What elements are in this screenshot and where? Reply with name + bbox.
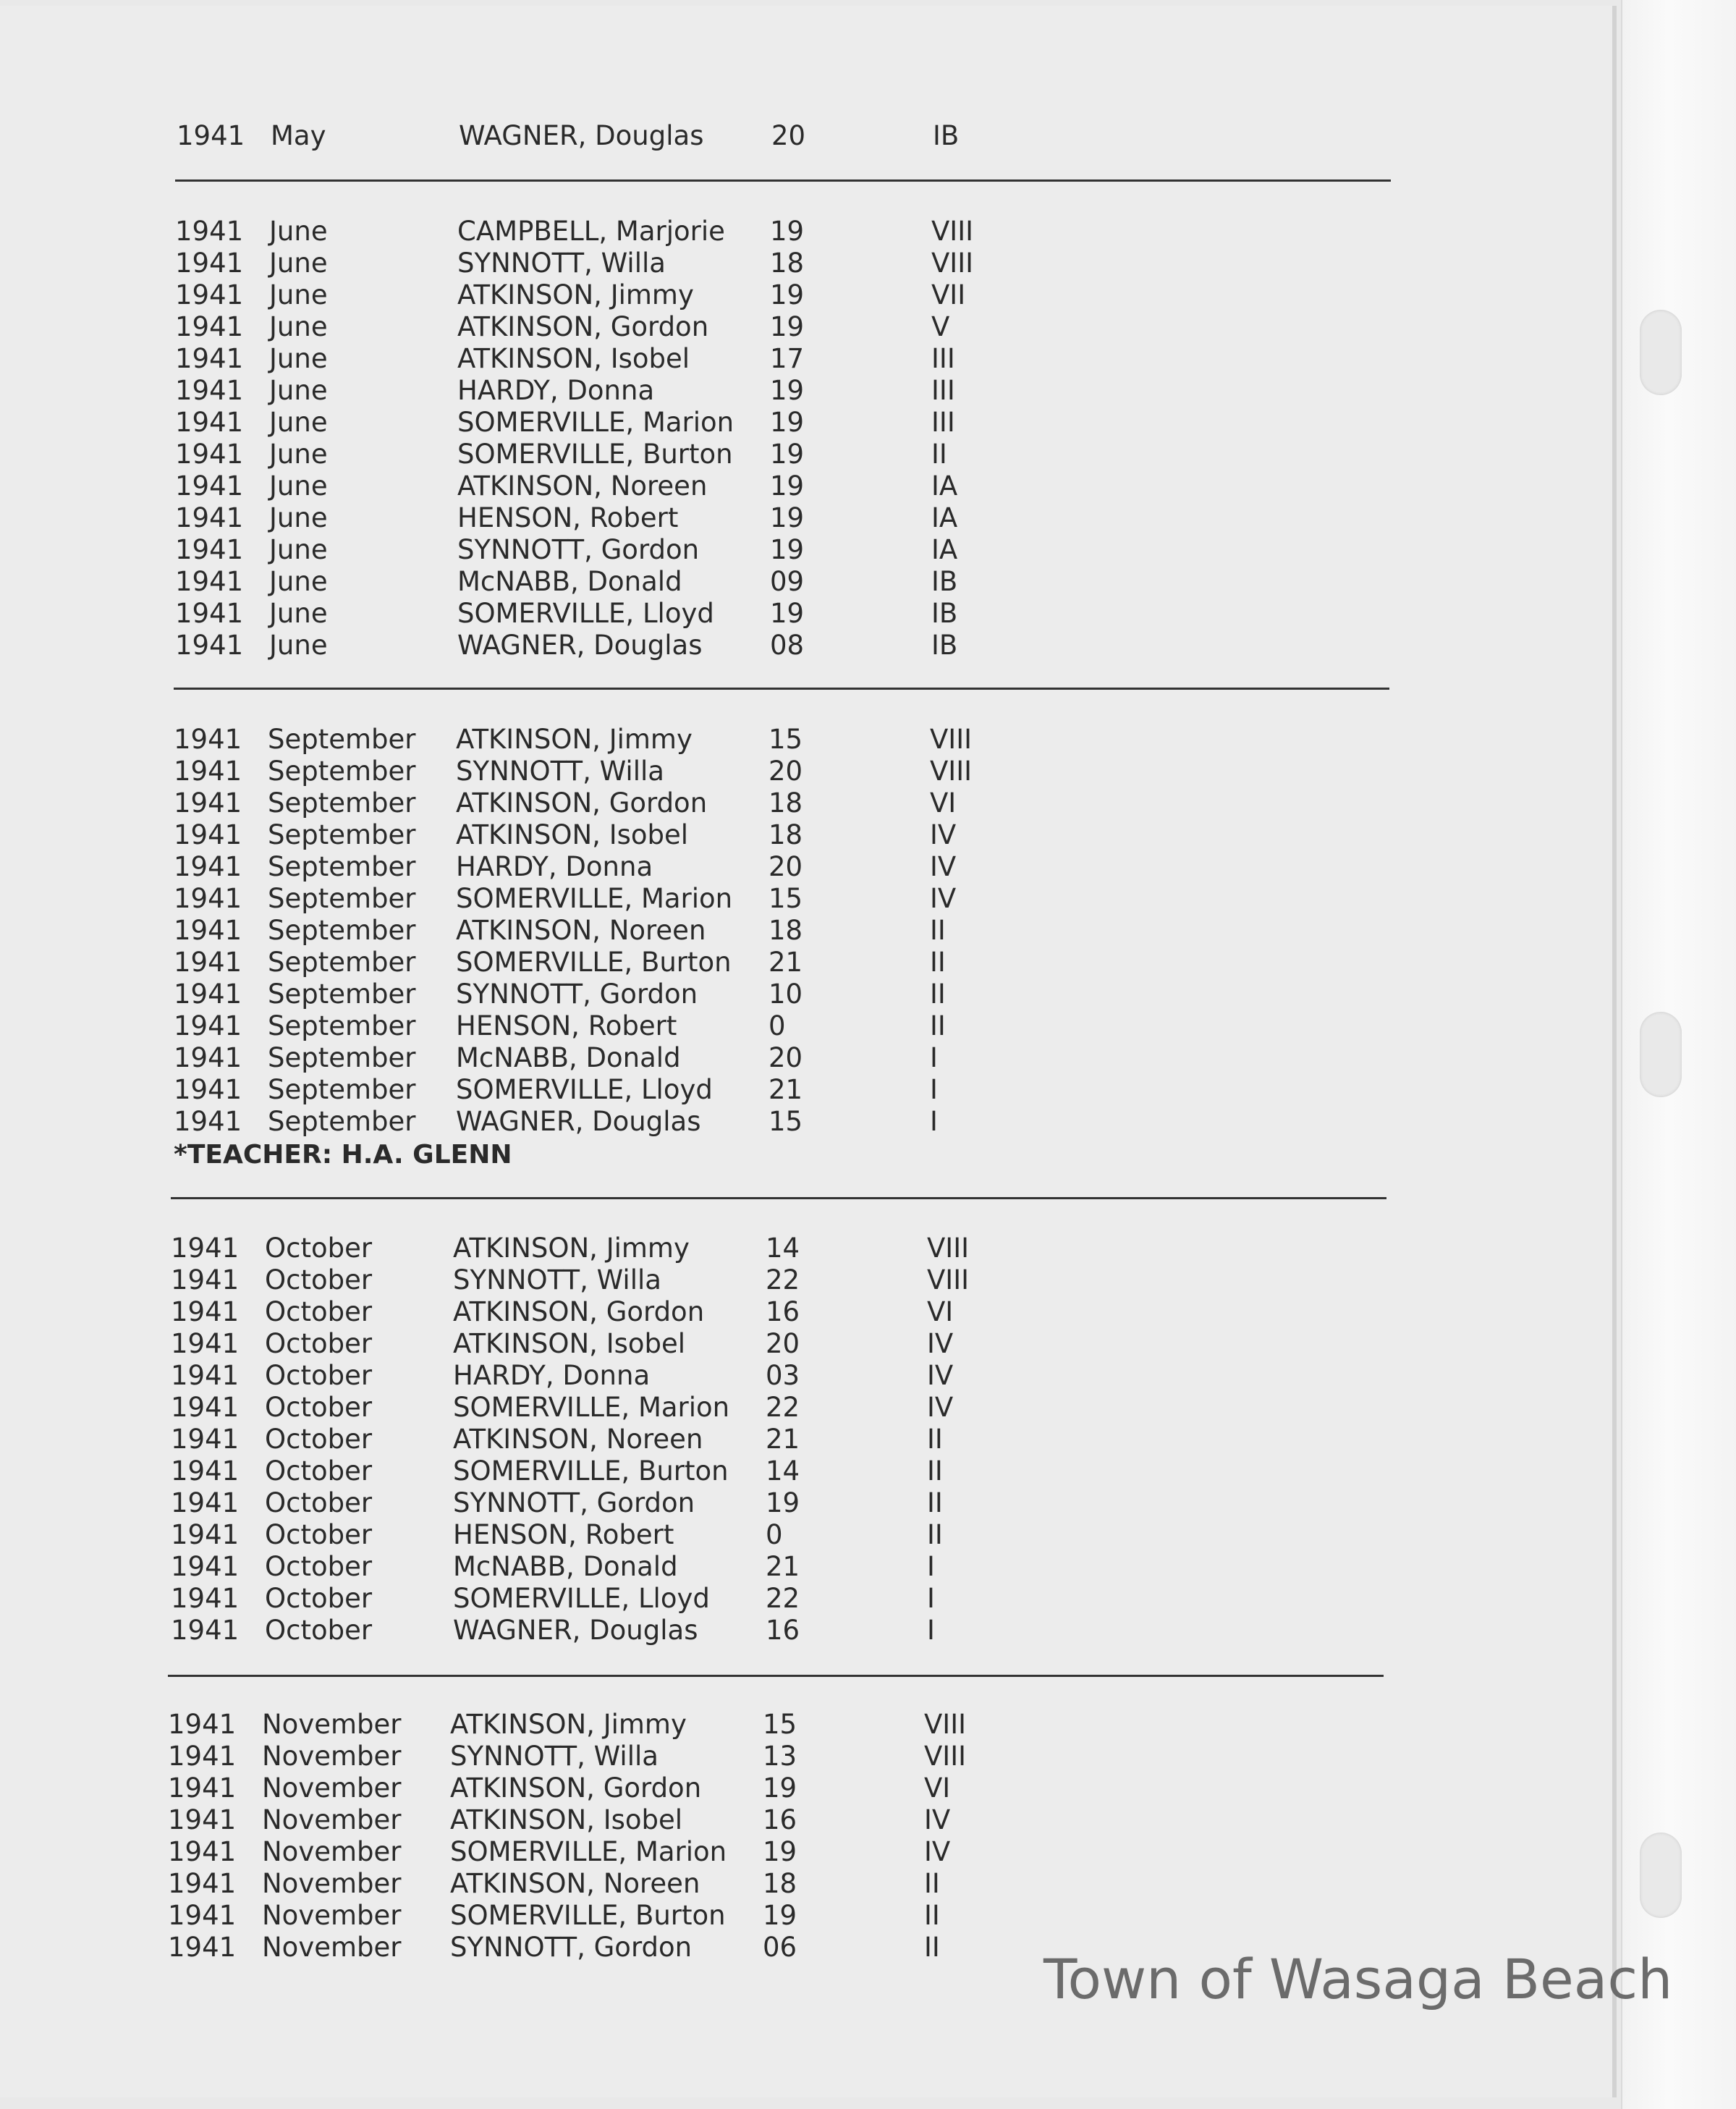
score-cell: 08 bbox=[770, 630, 805, 661]
name-cell: ATKINSON, Gordon bbox=[456, 787, 708, 819]
name-cell: HENSON, Robert bbox=[453, 1519, 674, 1550]
score-cell: 16 bbox=[763, 1804, 797, 1835]
year-cell: 1941 bbox=[174, 787, 242, 819]
score-cell: 06 bbox=[763, 1932, 797, 1963]
score-cell: 20 bbox=[769, 1042, 803, 1073]
year-cell: 1941 bbox=[175, 311, 244, 342]
grade-cell: V bbox=[931, 311, 950, 342]
year-cell: 1941 bbox=[174, 915, 242, 946]
score-cell: 22 bbox=[766, 1392, 800, 1423]
name-cell: SYNNOTT, Willa bbox=[457, 248, 666, 279]
grade-cell: VIII bbox=[924, 1709, 967, 1740]
grade-cell: III bbox=[931, 375, 955, 406]
month-cell: June bbox=[269, 439, 328, 470]
month-cell: October bbox=[265, 1583, 373, 1614]
year-cell: 1941 bbox=[171, 1487, 240, 1518]
score-cell: 0 bbox=[766, 1519, 783, 1550]
score-cell: 19 bbox=[770, 375, 805, 406]
month-cell: June bbox=[269, 407, 328, 438]
name-cell: SYNNOTT, Willa bbox=[450, 1741, 659, 1772]
year-cell: 1941 bbox=[175, 598, 244, 629]
month-cell: June bbox=[269, 502, 328, 533]
month-cell: November bbox=[262, 1709, 402, 1740]
score-cell: 19 bbox=[763, 1772, 797, 1804]
name-cell: WAGNER, Douglas bbox=[457, 630, 703, 661]
score-cell: 19 bbox=[770, 502, 805, 533]
grade-cell: IV bbox=[930, 819, 957, 850]
year-cell: 1941 bbox=[171, 1392, 240, 1423]
month-cell: June bbox=[269, 598, 328, 629]
score-cell: 09 bbox=[770, 566, 805, 597]
month-cell: May bbox=[271, 120, 326, 151]
score-cell: 13 bbox=[763, 1741, 797, 1772]
year-cell: 1941 bbox=[171, 1424, 240, 1455]
year-cell: 1941 bbox=[174, 756, 242, 787]
grade-cell: IA bbox=[931, 470, 958, 502]
name-cell: ATKINSON, Jimmy bbox=[456, 724, 693, 755]
grade-cell: VI bbox=[927, 1296, 954, 1327]
score-cell: 20 bbox=[769, 851, 803, 882]
year-cell: 1941 bbox=[168, 1741, 237, 1772]
grade-cell: I bbox=[927, 1615, 935, 1646]
grade-cell: IV bbox=[930, 883, 957, 914]
year-cell: 1941 bbox=[171, 1296, 240, 1327]
year-cell: 1941 bbox=[174, 724, 242, 755]
grade-cell: I bbox=[927, 1583, 935, 1614]
month-cell: November bbox=[262, 1932, 402, 1963]
year-cell: 1941 bbox=[168, 1868, 237, 1899]
month-cell: June bbox=[269, 470, 328, 502]
month-cell: October bbox=[265, 1296, 373, 1327]
month-cell: September bbox=[268, 1074, 416, 1105]
grade-cell: VI bbox=[930, 787, 957, 819]
month-cell: June bbox=[269, 630, 328, 661]
grade-cell: IV bbox=[924, 1804, 951, 1835]
grade-cell: IV bbox=[927, 1392, 954, 1423]
name-cell: ATKINSON, Isobel bbox=[457, 343, 690, 374]
name-cell: HARDY, Donna bbox=[453, 1360, 651, 1391]
name-cell: HARDY, Donna bbox=[456, 851, 653, 882]
grade-cell: II bbox=[924, 1868, 940, 1899]
name-cell: McNABB, Donald bbox=[453, 1551, 678, 1582]
year-cell: 1941 bbox=[174, 979, 242, 1010]
month-cell: October bbox=[265, 1328, 373, 1359]
name-cell: SOMERVILLE, Burton bbox=[457, 439, 733, 470]
name-cell: HARDY, Donna bbox=[457, 375, 655, 406]
name-cell: HENSON, Robert bbox=[456, 1010, 677, 1041]
year-cell: 1941 bbox=[171, 1264, 240, 1296]
grade-cell: IB bbox=[931, 566, 958, 597]
year-cell: 1941 bbox=[171, 1615, 240, 1646]
section-divider bbox=[175, 179, 1391, 182]
score-cell: 15 bbox=[769, 1106, 803, 1137]
score-cell: 20 bbox=[769, 756, 803, 787]
year-cell: 1941 bbox=[175, 566, 244, 597]
grade-cell: IV bbox=[927, 1360, 954, 1391]
grade-cell: VIII bbox=[927, 1233, 970, 1264]
month-cell: October bbox=[265, 1360, 373, 1391]
grade-cell: II bbox=[927, 1519, 943, 1550]
name-cell: SOMERVILLE, Burton bbox=[450, 1900, 726, 1931]
month-cell: September bbox=[268, 1042, 416, 1073]
grade-cell: II bbox=[927, 1487, 943, 1518]
month-cell: October bbox=[265, 1424, 373, 1455]
score-cell: 19 bbox=[770, 407, 805, 438]
month-cell: October bbox=[265, 1519, 373, 1550]
year-cell: 1941 bbox=[177, 120, 245, 151]
score-cell: 21 bbox=[766, 1551, 800, 1582]
score-cell: 19 bbox=[770, 439, 805, 470]
score-cell: 21 bbox=[769, 1074, 803, 1105]
year-cell: 1941 bbox=[171, 1583, 240, 1614]
month-cell: November bbox=[262, 1772, 402, 1804]
binder-hole bbox=[1640, 310, 1682, 395]
score-cell: 19 bbox=[766, 1487, 800, 1518]
name-cell: SOMERVILLE, Marion bbox=[453, 1392, 730, 1423]
teacher-note: *TEACHER: H.A. GLENN bbox=[174, 1140, 512, 1170]
month-cell: September bbox=[268, 1010, 416, 1041]
month-cell: October bbox=[265, 1551, 373, 1582]
name-cell: McNABB, Donald bbox=[456, 1042, 681, 1073]
grade-cell: IA bbox=[931, 534, 958, 565]
name-cell: SOMERVILLE, Burton bbox=[453, 1455, 729, 1487]
month-cell: October bbox=[265, 1455, 373, 1487]
grade-cell: II bbox=[930, 1010, 946, 1041]
grade-cell: II bbox=[927, 1455, 943, 1487]
year-cell: 1941 bbox=[175, 279, 244, 310]
month-cell: September bbox=[268, 915, 416, 946]
year-cell: 1941 bbox=[171, 1360, 240, 1391]
score-cell: 19 bbox=[770, 470, 805, 502]
name-cell: ATKINSON, Noreen bbox=[453, 1424, 703, 1455]
score-cell: 18 bbox=[769, 819, 803, 850]
year-cell: 1941 bbox=[174, 1106, 242, 1137]
year-cell: 1941 bbox=[174, 883, 242, 914]
grade-cell: IB bbox=[933, 120, 960, 151]
name-cell: SOMERVILLE, Lloyd bbox=[456, 1074, 713, 1105]
month-cell: September bbox=[268, 883, 416, 914]
name-cell: SOMERVILLE, Marion bbox=[456, 883, 733, 914]
grade-cell: II bbox=[930, 947, 946, 978]
binder-hole bbox=[1640, 1012, 1682, 1097]
score-cell: 18 bbox=[769, 787, 803, 819]
month-cell: September bbox=[268, 1106, 416, 1137]
year-cell: 1941 bbox=[168, 1900, 237, 1931]
month-cell: September bbox=[268, 819, 416, 850]
month-cell: October bbox=[265, 1233, 373, 1264]
name-cell: SYNNOTT, Gordon bbox=[453, 1487, 695, 1518]
year-cell: 1941 bbox=[175, 375, 244, 406]
name-cell: SYNNOTT, Willa bbox=[453, 1264, 661, 1296]
year-cell: 1941 bbox=[175, 439, 244, 470]
month-cell: June bbox=[269, 248, 328, 279]
month-cell: September bbox=[268, 756, 416, 787]
year-cell: 1941 bbox=[168, 1932, 237, 1963]
grade-cell: II bbox=[931, 439, 947, 470]
month-cell: June bbox=[269, 216, 328, 247]
score-cell: 19 bbox=[763, 1900, 797, 1931]
score-cell: 18 bbox=[769, 915, 803, 946]
grade-cell: VIII bbox=[930, 756, 973, 787]
year-cell: 1941 bbox=[175, 502, 244, 533]
year-cell: 1941 bbox=[175, 216, 244, 247]
name-cell: SOMERVILLE, Marion bbox=[450, 1836, 727, 1867]
month-cell: June bbox=[269, 311, 328, 342]
name-cell: SYNNOTT, Gordon bbox=[456, 979, 698, 1010]
name-cell: ATKINSON, Jimmy bbox=[450, 1709, 687, 1740]
score-cell: 17 bbox=[770, 343, 805, 374]
score-cell: 20 bbox=[766, 1328, 800, 1359]
grade-cell: III bbox=[931, 407, 955, 438]
score-cell: 10 bbox=[769, 979, 803, 1010]
grade-cell: VI bbox=[924, 1772, 951, 1804]
grade-cell: II bbox=[924, 1900, 940, 1931]
grade-cell: VIII bbox=[927, 1264, 970, 1296]
name-cell: ATKINSON, Gordon bbox=[450, 1772, 702, 1804]
month-cell: October bbox=[265, 1392, 373, 1423]
month-cell: June bbox=[269, 375, 328, 406]
grade-cell: I bbox=[930, 1106, 938, 1137]
watermark: Town of Wasaga Beach bbox=[1043, 1947, 1673, 2011]
name-cell: SOMERVILLE, Marion bbox=[457, 407, 734, 438]
grade-cell: VIII bbox=[930, 724, 973, 755]
grade-cell: II bbox=[930, 979, 946, 1010]
score-cell: 20 bbox=[771, 120, 806, 151]
score-cell: 19 bbox=[763, 1836, 797, 1867]
name-cell: SOMERVILLE, Burton bbox=[456, 947, 732, 978]
name-cell: ATKINSON, Noreen bbox=[450, 1868, 700, 1899]
name-cell: SOMERVILLE, Lloyd bbox=[453, 1583, 710, 1614]
grade-cell: VIII bbox=[931, 248, 974, 279]
score-cell: 14 bbox=[766, 1233, 800, 1264]
score-cell: 0 bbox=[769, 1010, 786, 1041]
grade-cell: I bbox=[930, 1042, 938, 1073]
year-cell: 1941 bbox=[168, 1709, 237, 1740]
month-cell: September bbox=[268, 851, 416, 882]
year-cell: 1941 bbox=[174, 947, 242, 978]
name-cell: ATKINSON, Noreen bbox=[457, 470, 708, 502]
score-cell: 18 bbox=[770, 248, 805, 279]
name-cell: SOMERVILLE, Lloyd bbox=[457, 598, 714, 629]
name-cell: WAGNER, Douglas bbox=[459, 120, 704, 151]
grade-cell: I bbox=[927, 1551, 935, 1582]
score-cell: 19 bbox=[770, 279, 805, 310]
grade-cell: VIII bbox=[924, 1741, 967, 1772]
name-cell: ATKINSON, Gordon bbox=[453, 1296, 705, 1327]
score-cell: 15 bbox=[769, 724, 803, 755]
year-cell: 1941 bbox=[175, 248, 244, 279]
year-cell: 1941 bbox=[174, 851, 242, 882]
month-cell: September bbox=[268, 787, 416, 819]
grade-cell: I bbox=[930, 1074, 938, 1105]
name-cell: SYNNOTT, Willa bbox=[456, 756, 664, 787]
grade-cell: VII bbox=[931, 279, 966, 310]
name-cell: CAMPBELL, Marjorie bbox=[457, 216, 725, 247]
score-cell: 16 bbox=[766, 1296, 800, 1327]
section-divider bbox=[168, 1675, 1384, 1677]
grade-cell: IB bbox=[931, 630, 958, 661]
month-cell: November bbox=[262, 1804, 402, 1835]
month-cell: November bbox=[262, 1741, 402, 1772]
score-cell: 15 bbox=[763, 1709, 797, 1740]
grade-cell: IV bbox=[924, 1836, 951, 1867]
score-cell: 14 bbox=[766, 1455, 800, 1487]
year-cell: 1941 bbox=[171, 1455, 240, 1487]
year-cell: 1941 bbox=[174, 1074, 242, 1105]
name-cell: ATKINSON, Jimmy bbox=[457, 279, 694, 310]
month-cell: November bbox=[262, 1868, 402, 1899]
year-cell: 1941 bbox=[175, 407, 244, 438]
year-cell: 1941 bbox=[171, 1519, 240, 1550]
name-cell: ATKINSON, Noreen bbox=[456, 915, 706, 946]
month-cell: September bbox=[268, 947, 416, 978]
grade-cell: IV bbox=[927, 1328, 954, 1359]
year-cell: 1941 bbox=[175, 343, 244, 374]
score-cell: 16 bbox=[766, 1615, 800, 1646]
name-cell: WAGNER, Douglas bbox=[456, 1106, 701, 1137]
name-cell: ATKINSON, Gordon bbox=[457, 311, 709, 342]
month-cell: September bbox=[268, 979, 416, 1010]
month-cell: June bbox=[269, 279, 328, 310]
month-cell: October bbox=[265, 1615, 373, 1646]
grade-cell: II bbox=[930, 915, 946, 946]
score-cell: 19 bbox=[770, 534, 805, 565]
month-cell: September bbox=[268, 724, 416, 755]
year-cell: 1941 bbox=[174, 1042, 242, 1073]
score-cell: 22 bbox=[766, 1264, 800, 1296]
score-cell: 19 bbox=[770, 311, 805, 342]
name-cell: SYNNOTT, Gordon bbox=[457, 534, 700, 565]
grade-cell: IV bbox=[930, 851, 957, 882]
score-cell: 21 bbox=[766, 1424, 800, 1455]
month-cell: November bbox=[262, 1836, 402, 1867]
score-cell: 21 bbox=[769, 947, 803, 978]
grade-cell: II bbox=[927, 1424, 943, 1455]
name-cell: SYNNOTT, Gordon bbox=[450, 1932, 693, 1963]
name-cell: WAGNER, Douglas bbox=[453, 1615, 698, 1646]
month-cell: June bbox=[269, 343, 328, 374]
year-cell: 1941 bbox=[171, 1328, 240, 1359]
grade-cell: II bbox=[924, 1932, 940, 1963]
grade-cell: IA bbox=[931, 502, 958, 533]
month-cell: November bbox=[262, 1900, 402, 1931]
name-cell: McNABB, Donald bbox=[457, 566, 682, 597]
name-cell: ATKINSON, Jimmy bbox=[453, 1233, 690, 1264]
name-cell: ATKINSON, Isobel bbox=[450, 1804, 683, 1835]
month-cell: June bbox=[269, 566, 328, 597]
binder-hole bbox=[1640, 1833, 1682, 1918]
year-cell: 1941 bbox=[175, 630, 244, 661]
year-cell: 1941 bbox=[174, 1010, 242, 1041]
score-cell: 15 bbox=[769, 883, 803, 914]
year-cell: 1941 bbox=[174, 819, 242, 850]
score-cell: 22 bbox=[766, 1583, 800, 1614]
year-cell: 1941 bbox=[168, 1836, 237, 1867]
score-cell: 19 bbox=[770, 598, 805, 629]
year-cell: 1941 bbox=[175, 534, 244, 565]
year-cell: 1941 bbox=[171, 1551, 240, 1582]
section-divider bbox=[174, 688, 1389, 690]
score-cell: 18 bbox=[763, 1868, 797, 1899]
year-cell: 1941 bbox=[168, 1804, 237, 1835]
year-cell: 1941 bbox=[171, 1233, 240, 1264]
name-cell: ATKINSON, Isobel bbox=[453, 1328, 686, 1359]
month-cell: October bbox=[265, 1264, 373, 1296]
grade-cell: IB bbox=[931, 598, 958, 629]
year-cell: 1941 bbox=[168, 1772, 237, 1804]
score-cell: 03 bbox=[766, 1360, 800, 1391]
score-cell: 19 bbox=[770, 216, 805, 247]
name-cell: ATKINSON, Isobel bbox=[456, 819, 689, 850]
grade-cell: VIII bbox=[931, 216, 974, 247]
year-cell: 1941 bbox=[175, 470, 244, 502]
month-cell: June bbox=[269, 534, 328, 565]
month-cell: October bbox=[265, 1487, 373, 1518]
name-cell: HENSON, Robert bbox=[457, 502, 679, 533]
grade-cell: III bbox=[931, 343, 955, 374]
section-divider bbox=[171, 1197, 1386, 1199]
